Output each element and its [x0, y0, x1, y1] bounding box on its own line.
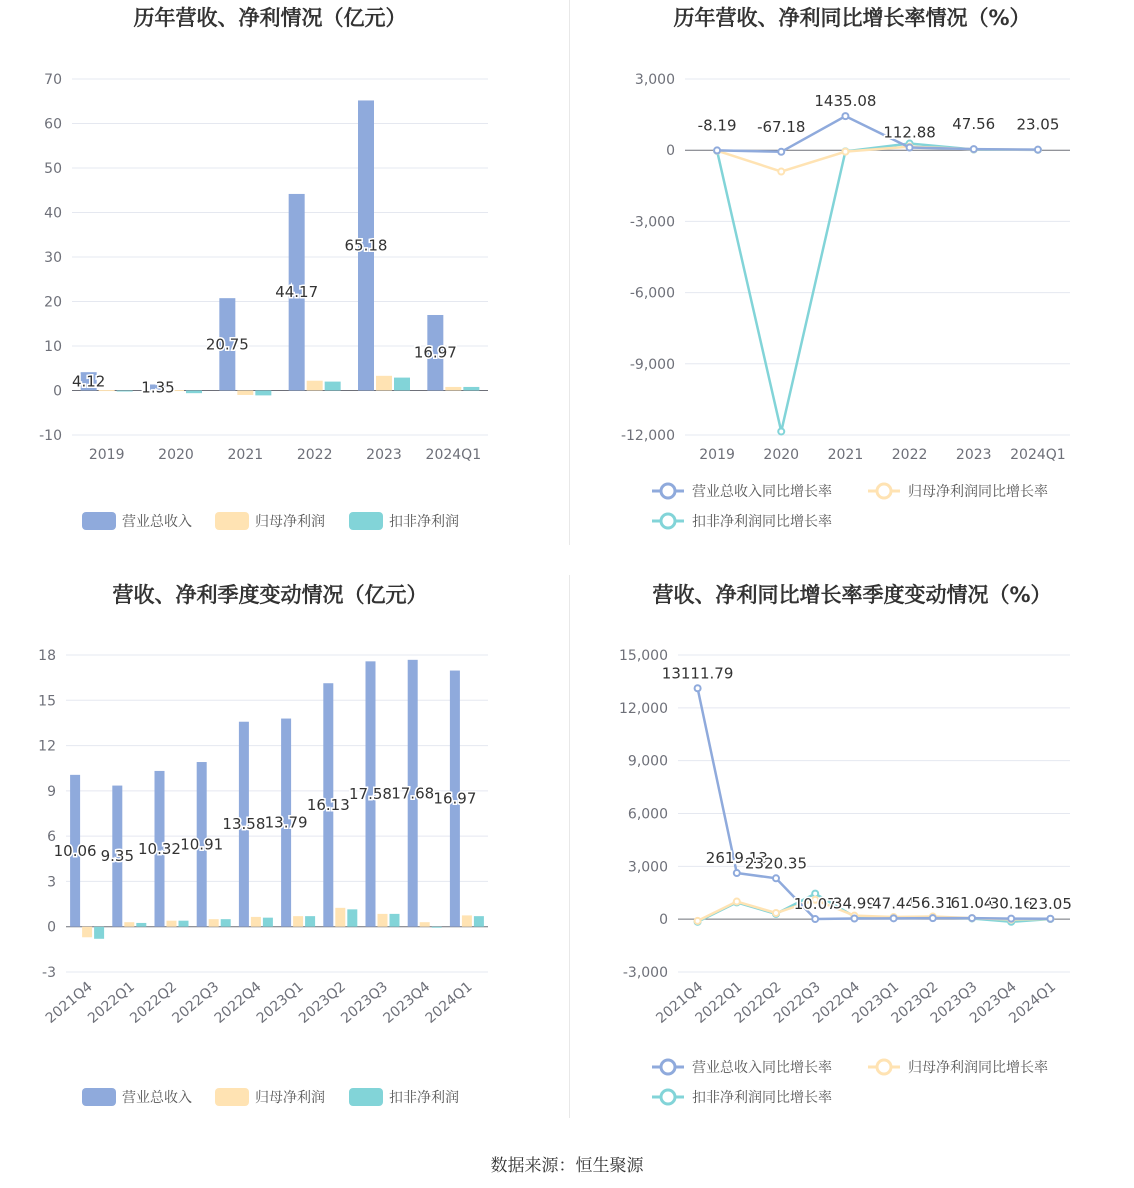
legend-swatch [215, 512, 249, 530]
data-label: 9.35 [100, 847, 135, 866]
chart-title: 营收、净利同比增长率季度变动情况（%） [652, 583, 1052, 607]
series-point-0 [1047, 916, 1053, 922]
legend-label: 归母净利润 [255, 514, 325, 530]
annual-amount-chart [0, 0, 570, 560]
data-label: 61.04 [950, 894, 994, 913]
data-label: 4.12 [71, 372, 106, 391]
legend-label: 营业总收入 [122, 1090, 192, 1106]
data-label: -8.19 [697, 116, 737, 135]
x-tick-label: 2023Q2 [296, 978, 349, 1027]
data-label: 65.18 [344, 236, 388, 255]
x-tick-label: 2023 [366, 447, 402, 463]
legend-circle-marker [661, 484, 675, 498]
series-point-0 [812, 916, 818, 922]
chart-title: 历年营收、净利情况（亿元） [133, 6, 407, 30]
y-tick-label: 60 [44, 116, 62, 133]
y-tick-label: -3,000 [629, 214, 675, 231]
y-tick-label: 15 [38, 693, 56, 710]
legend-label: 营业总收入 [122, 514, 192, 530]
y-tick-label: -10 [39, 428, 62, 444]
x-tick-label: 2021Q4 [653, 978, 707, 1027]
bar-2 [255, 391, 271, 396]
legend-swatch [215, 1088, 249, 1106]
series-point-1 [734, 899, 740, 905]
data-label: 2320.35 [744, 854, 808, 873]
x-tick-label: 2022Q2 [731, 978, 785, 1027]
data-label: 10.06 [53, 841, 97, 860]
bar-1 [293, 916, 303, 927]
x-tick-label: 2023Q2 [888, 978, 942, 1027]
legend-circle-marker [661, 514, 675, 528]
y-tick-label: 12,000 [619, 700, 668, 717]
data-label: 16.13 [306, 795, 350, 814]
y-tick-label: 3,000 [634, 72, 675, 88]
y-tick-label: 9,000 [627, 753, 668, 770]
y-tick-label: 10 [44, 339, 62, 355]
series-line-2 [717, 144, 1038, 432]
y-tick-label: 0 [666, 143, 675, 160]
x-tick-label: 2022Q3 [169, 978, 223, 1027]
series-point-0 [971, 146, 977, 152]
quarterly-growth-svg [570, 570, 1134, 1130]
series-point-0 [930, 915, 936, 921]
series-point-0 [1008, 916, 1014, 922]
legend-swatch [82, 512, 116, 530]
chart-title: 营收、净利季度变动情况（亿元） [112, 583, 428, 607]
bar-1 [420, 922, 430, 927]
quarterly-amount-chart [0, 570, 570, 1130]
y-tick-label: 15,000 [619, 648, 668, 664]
legend-label: 扣非净利润同比增长率 [692, 1090, 832, 1106]
series-point-1 [842, 149, 848, 155]
x-tick-label: 2023Q1 [253, 978, 307, 1027]
x-tick-label: 2024Q1 [425, 447, 482, 463]
y-tick-label: 70 [44, 72, 62, 88]
x-tick-label: 2024Q1 [422, 978, 476, 1027]
x-tick-label: 2021 [827, 447, 864, 463]
data-label: 1435.08 [814, 92, 877, 111]
data-label: 17.68 [391, 784, 435, 803]
data-label: 56.31 [911, 894, 955, 913]
bar-2 [221, 919, 231, 927]
x-tick-label: 2022Q4 [211, 978, 265, 1027]
data-label: 13111.79 [661, 664, 734, 683]
data-label: 23.05 [1016, 115, 1060, 134]
legend-label: 扣非净利润 [389, 514, 459, 530]
bar-1 [237, 391, 253, 395]
x-tick-label: 2023Q1 [849, 978, 903, 1027]
legend-label: 归母净利润同比增长率 [908, 484, 1048, 500]
legend-label: 扣非净利润同比增长率 [692, 514, 832, 530]
bar-2 [325, 382, 341, 391]
legend-label: 归母净利润同比增长率 [908, 1060, 1048, 1076]
data-label: 13.79 [264, 813, 308, 832]
x-tick-label: 2023 [955, 447, 992, 463]
series-point-0 [1035, 147, 1041, 153]
x-tick-label: 2020 [158, 447, 194, 463]
bar-2 [263, 918, 273, 927]
y-tick-label: -12,000 [620, 428, 675, 444]
legend-circle-marker [877, 484, 891, 498]
quarterly-amount-svg [0, 570, 570, 1130]
y-tick-label: 30 [44, 250, 62, 266]
bar-1 [335, 908, 345, 927]
bar-1 [167, 921, 177, 927]
x-tick-label: 2022Q2 [127, 978, 181, 1027]
y-tick-label: 50 [44, 161, 62, 177]
y-tick-label: -3 [42, 965, 56, 981]
x-tick-label: 2023Q4 [966, 978, 1020, 1027]
data-label: 47.56 [952, 115, 996, 134]
series-point-0 [778, 149, 784, 155]
x-tick-label: 2022Q1 [692, 978, 746, 1027]
x-tick-label: 2022Q4 [810, 978, 863, 1027]
legend-circle-marker [661, 1090, 675, 1104]
x-tick-label: 2024Q1 [1006, 978, 1059, 1027]
series-point-2 [778, 428, 784, 434]
series-point-0 [773, 875, 779, 881]
data-label: 112.88 [883, 123, 936, 142]
series-point-0 [734, 870, 740, 876]
x-tick-label: 2019 [88, 447, 125, 463]
y-tick-label: -9,000 [629, 356, 675, 373]
y-tick-label: 12 [38, 738, 56, 755]
data-label: 34.99 [832, 894, 876, 913]
x-tick-label: 2022Q1 [85, 978, 138, 1027]
data-label: 30.16 [989, 894, 1033, 913]
legend-circle-marker [661, 1060, 675, 1074]
bar-1 [307, 381, 323, 391]
y-tick-label: 3,000 [627, 859, 668, 876]
series-point-0 [851, 916, 857, 922]
x-tick-label: 2022 [296, 447, 333, 463]
data-label: 20.75 [205, 335, 249, 354]
y-tick-label: 9 [47, 783, 56, 800]
series-point-0 [714, 147, 720, 153]
bar-1 [124, 922, 134, 927]
series-line-0 [698, 688, 1051, 919]
bar-2 [186, 391, 202, 394]
y-tick-label: -3,000 [622, 965, 668, 981]
bar-1 [251, 917, 261, 927]
y-tick-label: -6,000 [629, 285, 675, 302]
y-tick-label: 3 [47, 874, 56, 891]
x-tick-label: 2021 [227, 447, 264, 463]
data-label: 23.05 [1028, 894, 1072, 913]
bar-1 [445, 387, 461, 391]
quarterly-growth-chart [570, 570, 1134, 1130]
bar-2 [347, 909, 357, 926]
data-label: 47.44 [872, 894, 916, 913]
x-tick-label: 2022 [891, 447, 928, 463]
legend-label: 归母净利润 [255, 1090, 325, 1106]
bar-2 [432, 927, 442, 928]
legend-label: 营业总收入同比增长率 [692, 484, 832, 500]
data-label: 10.32 [138, 839, 181, 858]
bar-2 [463, 387, 479, 391]
series-point-0 [907, 145, 913, 151]
series-point-0 [842, 113, 848, 119]
x-tick-label: 2024Q1 [1010, 447, 1066, 463]
series-point-1 [773, 910, 779, 916]
bar-1 [209, 919, 219, 927]
data-label: -67.18 [757, 117, 806, 136]
series-point-1 [695, 918, 701, 924]
x-tick-label: 2023Q3 [927, 978, 981, 1027]
data-label: 2619.13 [705, 849, 768, 868]
data-label: 17.58 [349, 785, 392, 804]
y-tick-label: 20 [44, 294, 62, 311]
bar-2 [305, 916, 315, 927]
y-tick-label: 6,000 [627, 806, 668, 823]
bar-1 [462, 915, 472, 926]
data-source-text: 数据来源：恒生聚源 [490, 1156, 644, 1176]
data-label: 1.35 [141, 378, 175, 397]
x-tick-label: 2021Q4 [42, 978, 96, 1027]
y-tick-label: 0 [47, 919, 56, 936]
legend-circle-marker [877, 1060, 891, 1074]
data-label: 13.58 [222, 815, 266, 834]
chart-title: 历年营收、净利同比增长率情况（%） [673, 6, 1031, 30]
series-point-0 [969, 915, 975, 921]
bar-2 [390, 914, 400, 927]
data-label: 10.91 [180, 835, 224, 854]
x-tick-label: 2022Q3 [770, 978, 824, 1027]
bar-1 [376, 376, 392, 391]
bar-2 [94, 927, 104, 939]
legend-swatch [82, 1088, 116, 1106]
annual-growth-chart [570, 0, 1134, 560]
annual-growth-svg [570, 0, 1134, 560]
data-label: 44.17 [275, 283, 319, 302]
series-point-0 [695, 685, 701, 691]
x-tick-label: 2023Q3 [338, 978, 392, 1027]
legend-label: 营业总收入同比增长率 [692, 1060, 832, 1076]
bar-1 [82, 927, 92, 938]
y-tick-label: 6 [47, 829, 56, 846]
y-tick-label: 0 [659, 912, 668, 929]
bar-2 [474, 916, 484, 927]
annual-amount-svg [0, 0, 570, 560]
data-label: 16.97 [433, 789, 477, 808]
legend-swatch [349, 1088, 383, 1106]
legend-label: 扣非净利润 [389, 1090, 459, 1106]
data-label: 10.07 [793, 894, 837, 913]
x-tick-label: 2023Q4 [380, 978, 434, 1027]
x-tick-label: 2019 [699, 447, 735, 463]
bar-2 [179, 921, 189, 927]
bar-2 [117, 391, 133, 392]
series-point-1 [778, 169, 784, 175]
y-tick-label: 0 [53, 383, 62, 400]
y-tick-label: 40 [44, 205, 62, 222]
bar-2 [136, 923, 146, 927]
y-tick-label: 18 [38, 648, 56, 664]
data-label: 16.97 [413, 343, 457, 362]
legend-swatch [349, 512, 383, 530]
bar-1 [378, 914, 388, 927]
bar-2 [394, 378, 410, 391]
x-tick-label: 2020 [763, 447, 800, 463]
series-point-0 [891, 915, 897, 921]
